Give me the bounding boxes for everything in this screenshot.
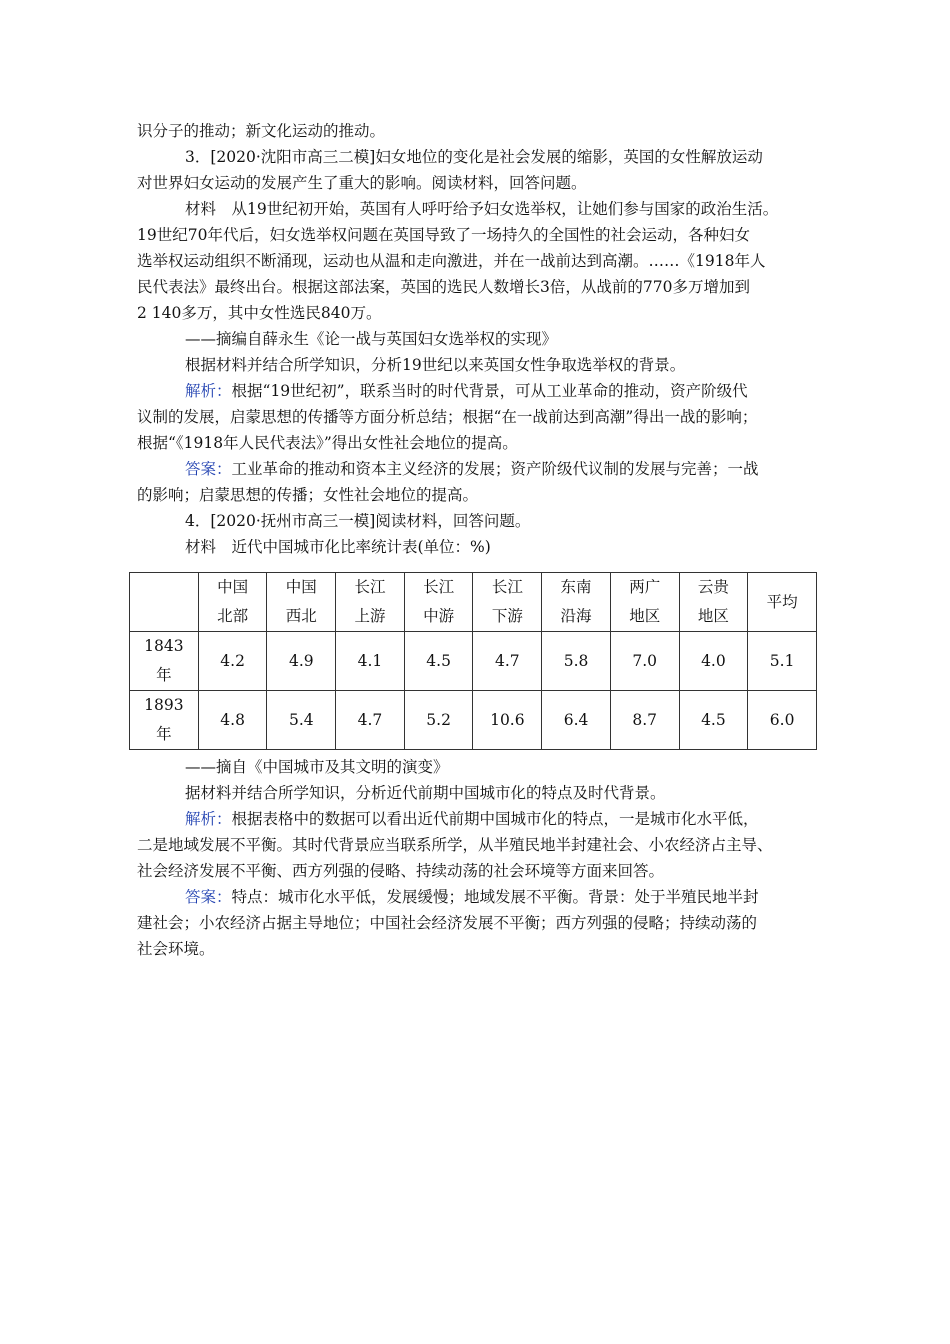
q3-material-line: 材料 从19世纪初开始，英国有人呼吁给予妇女选举权，让她们参与国家的政治生活。 — [185, 200, 779, 218]
q3-material-line: 2 140多万，其中女性选民840万。 — [137, 304, 382, 322]
table-year-cell: 1893 年 — [130, 691, 199, 750]
table-cell: 5.2 — [404, 691, 473, 750]
table-cell: 6.0 — [748, 691, 817, 750]
answer-text: 工业革命的推动和资本主义经济的发展；资产阶级代议制的发展与完善；一战 — [231, 460, 759, 478]
table-cell: 4.2 — [198, 632, 267, 691]
q3-analysis-line: 议制的发展，启蒙思想的传播等方面分析总结；根据“在一战前达到高潮”得出一战的影响； — [137, 408, 758, 426]
q4-analysis-line: 二是地域发展不平衡。其时代背景应当联系所学，从半殖民地半封建社会、小农经济占主导、 — [137, 836, 773, 854]
urbanization-table — [129, 572, 817, 750]
table-header-cell: 中国 西北 — [267, 573, 336, 632]
q3-material-line: 选举权运动组织不断涌现，运动也从温和走向激进，并在一战前达到高潮。……《1918年人 — [137, 252, 766, 270]
table-cell: 7.0 — [610, 632, 679, 691]
table-cell: 5.8 — [542, 632, 611, 691]
q4-answer-line: 社会环境。 — [137, 940, 215, 958]
q4-question: 据材料并结合所学知识，分析近代前期中国城市化的特点及时代背景。 — [185, 784, 666, 802]
q4-answer — [137, 884, 817, 910]
q4-analysis — [137, 806, 817, 832]
q3-question: 根据材料并结合所学知识，分析19世纪以来英国女性争取选举权的背景。 — [185, 356, 686, 374]
table-header-row — [130, 573, 817, 632]
q4-table-title: 材料 近代中国城市化比率统计表(单位：%) — [185, 538, 491, 556]
answer-text: 特点：城市化水平低，发展缓慢；地域发展不平衡。背景：处于半殖民地半封 — [231, 888, 759, 906]
table-cell: 4.1 — [336, 632, 405, 691]
analysis-text: 根据“19世纪初”，联系当时的时代背景，可从工业革命的推动，资产阶级代 — [231, 382, 748, 400]
table-row — [130, 691, 817, 750]
table-cell: 4.8 — [198, 691, 267, 750]
table-header-cell: 云贵 地区 — [679, 573, 748, 632]
table-header-cell: 东南 沿海 — [542, 573, 611, 632]
question-4-prompt: 4．[2020·抚州市高三一模]阅读材料，回答问题。 — [185, 512, 531, 530]
table-header-cell: 两广 地区 — [610, 573, 679, 632]
text-line: 识分子的推动；新文化运动的推动。 — [137, 122, 386, 140]
q3-answer-line: 的影响；启蒙思想的传播；女性社会地位的提高。 — [137, 486, 479, 504]
analysis-label: 解析： — [185, 382, 232, 400]
table-corner-cell — [130, 573, 199, 632]
question-3-prompt: 3．[2020·沈阳市高三二模]妇女地位的变化是社会发展的缩影，英国的女性解放运动 — [185, 148, 763, 166]
table-cell: 4.0 — [679, 632, 748, 691]
table-cell: 4.5 — [404, 632, 473, 691]
table-cell: 8.7 — [610, 691, 679, 750]
table-header-cell: 长江 中游 — [404, 573, 473, 632]
table-cell: 5.1 — [748, 632, 817, 691]
analysis-label: 解析： — [185, 810, 232, 828]
table-header-cell: 中国 北部 — [198, 573, 267, 632]
answer-label: 答案： — [185, 460, 232, 478]
table-row — [130, 632, 817, 691]
q3-analysis-line: 根据“《1918年人民代表法》”得出女性社会地位的提高。 — [137, 434, 518, 452]
answer-label: 答案： — [185, 888, 232, 906]
table-cell: 6.4 — [542, 691, 611, 750]
q3-analysis — [137, 378, 817, 404]
q3-material-line: 民代表法》最终出台。根据这部法案，英国的选民人数增长3倍，从战前的770多万增加到 — [137, 278, 750, 296]
table-header-cell: 平均 — [748, 573, 817, 632]
table-cell: 5.4 — [267, 691, 336, 750]
analysis-text: 根据表格中的数据可以看出近代前期中国城市化的特点，一是城市化水平低， — [231, 810, 759, 828]
q3-source: ——摘编自薛永生《论一战与英国妇女选举权的实现》 — [185, 330, 558, 348]
q4-source: ——摘自《中国城市及其文明的演变》 — [185, 758, 449, 776]
table-year-cell: 1843 年 — [130, 632, 199, 691]
document-page — [137, 118, 817, 962]
table-cell: 4.7 — [473, 632, 542, 691]
question-3-prompt-cont: 对世界妇女运动的发展产生了重大的影响。阅读材料，回答问题。 — [137, 174, 587, 192]
table-cell: 4.7 — [336, 691, 405, 750]
q4-answer-line: 建社会；小农经济占据主导地位；中国社会经济发展不平衡；西方列强的侵略；持续动荡的 — [137, 914, 758, 932]
table-cell: 10.6 — [473, 691, 542, 750]
table-header-cell: 长江 上游 — [336, 573, 405, 632]
q3-material-line: 19世纪70年代后，妇女选举权问题在英国导致了一场持久的全国性的社会运动，各种妇女 — [137, 226, 750, 244]
table-cell: 4.9 — [267, 632, 336, 691]
q4-analysis-line: 社会经济发展不平衡、西方列强的侵略、持续动荡的社会环境等方面来回答。 — [137, 862, 665, 880]
q3-answer — [137, 456, 817, 482]
table-header-cell: 长江 下游 — [473, 573, 542, 632]
table-cell: 4.5 — [679, 691, 748, 750]
